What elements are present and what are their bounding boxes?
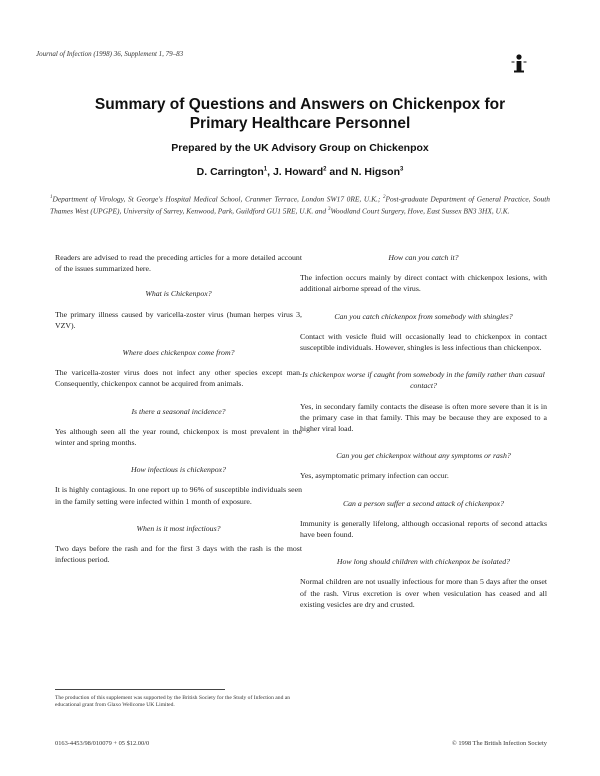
author-affiliation-marker: 1 [263, 166, 268, 173]
issn-code: 0163-4453/98/010079 + 05 $12.00/0 [55, 740, 150, 747]
author-name: D. Carrington [196, 166, 264, 178]
answer-paragraph: The infection occurs mainly by direct contact with chickenpox lesions, with additional airborne spread of the virus. [300, 273, 547, 294]
answer-paragraph: Contact with vesicle fluid will occasionally lead to chickenpox in contact susceptible individuals. However, shingles is less infectious than chickenpox. [300, 331, 547, 353]
author-affiliation-marker: 3 [399, 166, 404, 173]
answer-paragraph: The primary illness caused by varicella-zoster virus (human herpes virus 3, VZV). [55, 309, 302, 330]
question-heading: How can you catch it? [388, 253, 459, 262]
article-subtitle: Prepared by the UK Advisory Group on Chickenpox [171, 142, 429, 154]
author-separator: , [267, 166, 273, 178]
author-affiliations [50, 192, 550, 217]
answer-paragraph: The varicella-zoster virus does not infect any other species except man. Consequently, chickenpox cannot be acquired from animals. [55, 368, 302, 389]
author-list [40, 166, 560, 178]
left-column [55, 252, 302, 565]
answer-paragraph: Yes, asymptomatic primary infection can occur. [300, 471, 449, 481]
author-name: J. Howard [272, 166, 324, 178]
question-heading: How infectious is chickenpox? [130, 465, 227, 475]
answer-paragraph: Two days before the rash and for the first 3 days with the rash is the most infectious period. [55, 544, 302, 565]
affiliation-text: Post-graduate Department of General Practice, South Thames West (UPGPE), University of Surrey, Kenwood, Park, Guildford GU1 5RE, U.K. and [50, 194, 550, 216]
question-heading: What is Chickenpox? [145, 289, 212, 299]
answer-paragraph: Yes, in secondary family contacts the disease is often more severe than it is in the primary case in that family. This may be because they are exposed to a higher viral load. [300, 401, 547, 434]
question-heading: Is chickenpox worse if caught from somebody in the family rather than casual contact? [302, 370, 545, 391]
article-title-line-2: Primary Healthcare Personnel [189, 115, 411, 132]
question-heading: Is there a seasonal incidence? [131, 406, 226, 416]
author-separator: and [326, 166, 351, 178]
affiliation-marker: 1 [50, 195, 53, 200]
question-heading: Can you catch chickenpox from somebody with shingles? [334, 311, 513, 321]
question-heading: Where does chickenpox come from? [122, 348, 235, 358]
footnote-divider [55, 689, 225, 690]
right-column [300, 252, 547, 610]
journal-reference: Journal of Infection (1998) 36, Supplement 1, 79–83 [36, 50, 184, 58]
affiliation-marker: 3 [327, 207, 331, 213]
answer-paragraph: Yes although seen all the year round, chickenpox is most prevalent in the winter and spring months. [55, 426, 302, 448]
article-title-line-1: Summary of Questions and Answers on Chickenpox for [94, 96, 506, 113]
answer-paragraph: It is highly contagious. In one report up to 96% of susceptible individuals seen in the family setting were infected within 1 month of exposure. [55, 485, 302, 506]
intro-paragraph: Readers are advised to read the preceding articles for a more detailed account of the issues summarized here. [55, 253, 302, 274]
question-heading: How long should children with chickenpox be isolated? [336, 557, 511, 567]
question-heading: Can you get chickenpox without any symptoms or rash? [336, 451, 511, 461]
question-heading: When is it most infectious? [136, 523, 221, 533]
question-heading: Can a person suffer a second attack of chickenpox? [342, 498, 505, 508]
affiliation-text: Department of Virology, St George's Hospital Medical School, Cranmer Terrace, London SW17 0RE, U.K.; [52, 194, 383, 204]
journal-logo-icon [510, 52, 528, 74]
author-name: N. Higson [350, 166, 400, 178]
affiliation-text: Woodland Court Surgery, Hove, East Sussex BN3 3HX, U.K. [330, 206, 510, 216]
answer-paragraph: Immunity is generally lifelong, although occasional reports of second attacks have been found. [300, 518, 547, 540]
answer-paragraph: Normal children are not usually infectious for more than 5 days after the onset of the rash. Virus excretion is over when vesiculation has ceased and all existing vesicles are dry and crusted. [300, 577, 547, 609]
article-title [40, 95, 560, 133]
author-affiliation-marker: 2 [323, 166, 327, 173]
copyright-notice: © 1998 The British Infection Society [451, 740, 547, 747]
footnote: The production of this supplement was supported by the British Society for the Study of Infection and an educational grant from Glaxo Wellcome UK Limited. [55, 695, 291, 708]
affiliation-marker: 2 [382, 195, 386, 200]
